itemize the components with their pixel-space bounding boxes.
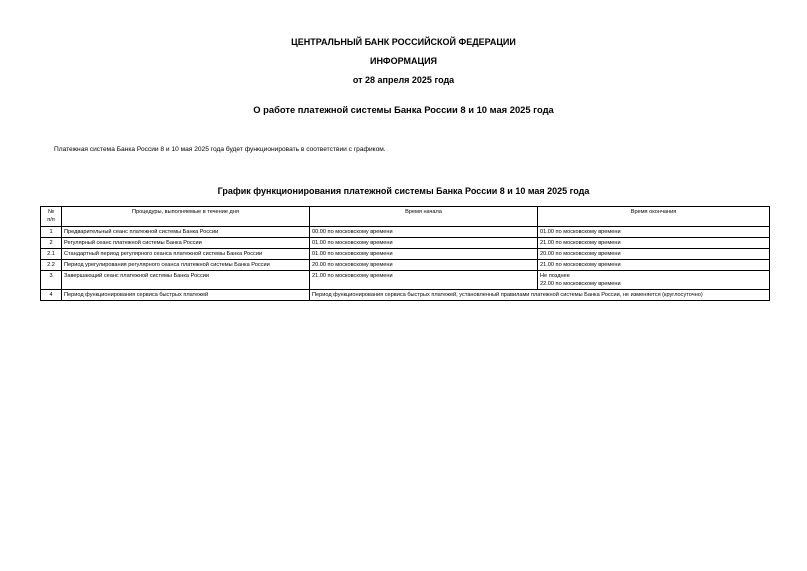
row-end-time	[538, 271, 770, 290]
row-start-time: 20.00 по московскому времени	[310, 260, 538, 271]
row-procedure: Регулярный сеанс платежной системы Банка России	[62, 238, 310, 249]
row-number: 3	[41, 271, 62, 290]
table-title: График функционирования платежной системы Банка России 8 и 10 мая 2025 года	[217, 186, 590, 196]
table-row	[41, 249, 770, 260]
table-header-row	[41, 207, 770, 227]
row-end-time: 01.00 по московскому времени	[538, 227, 770, 238]
column-header-number-line1: №	[47, 209, 54, 215]
column-header-number-line2: п/п	[47, 217, 55, 223]
schedule-table	[40, 206, 770, 301]
column-header-end: Время окончания	[538, 207, 770, 227]
row-end-time-line2: 22.00 по московскому времени	[540, 281, 621, 287]
table-row	[41, 271, 770, 290]
row-procedure: Период функционирования сервиса быстрых платежей	[62, 290, 310, 301]
row-start-time: 21.00 по московскому времени	[310, 271, 538, 290]
row-end-time: 20.00 по московскому времени	[538, 249, 770, 260]
row-end-time-line1: Не позднее	[540, 273, 570, 279]
column-header-procedure: Процедуры, выполняемые в течение дня	[62, 207, 310, 227]
row-procedure: Завершающий сеанс платежной системы Банка России	[62, 271, 310, 290]
row-procedure: Стандартный период регулярного сеанса платежной системы Банка России	[62, 249, 310, 260]
document-subject: О работе платежной системы Банка России 8 и 10 мая 2025 года	[253, 104, 554, 115]
table-row	[41, 238, 770, 249]
organization-name: ЦЕНТРАЛЬНЫЙ БАНК РОССИЙСКОЙ ФЕДЕРАЦИИ	[291, 37, 516, 47]
row-number: 1	[41, 227, 62, 238]
document-type: ИНФОРМАЦИЯ	[369, 56, 438, 66]
column-header-number	[41, 207, 62, 227]
row-end-time: 21.00 по московскому времени	[538, 260, 770, 271]
row-number: 2	[41, 238, 62, 249]
row-procedure: Предварительный сеанс платежной системы Банка России	[62, 227, 310, 238]
row-start-time: 01.00 по московскому времени	[310, 238, 538, 249]
row-start-time: 00.00 по московскому времени	[310, 227, 538, 238]
document-date: от 28 апреля 2025 года	[352, 75, 455, 85]
row-merged-time: Период функционирования сервиса быстрых платежей, установленный правилами платежной системы Банка России, не изменяется (круглосуточно)	[310, 290, 770, 301]
row-number: 2.2	[41, 260, 62, 271]
table-row	[41, 227, 770, 238]
row-procedure: Период урегулирования регулярного сеанса платежной системы Банка России	[62, 260, 310, 271]
row-number: 4	[41, 290, 62, 301]
row-number: 2.1	[41, 249, 62, 260]
table-row	[41, 260, 770, 271]
row-end-time: 21.00 по московскому времени	[538, 238, 770, 249]
row-start-time: 01.00 по московскому времени	[310, 249, 538, 260]
intro-paragraph: Платежная система Банка России 8 и 10 мая 2025 года будет функционировать в соответствии с графиком.	[54, 146, 386, 153]
column-header-start: Время начала	[310, 207, 538, 227]
table-row	[41, 290, 770, 301]
